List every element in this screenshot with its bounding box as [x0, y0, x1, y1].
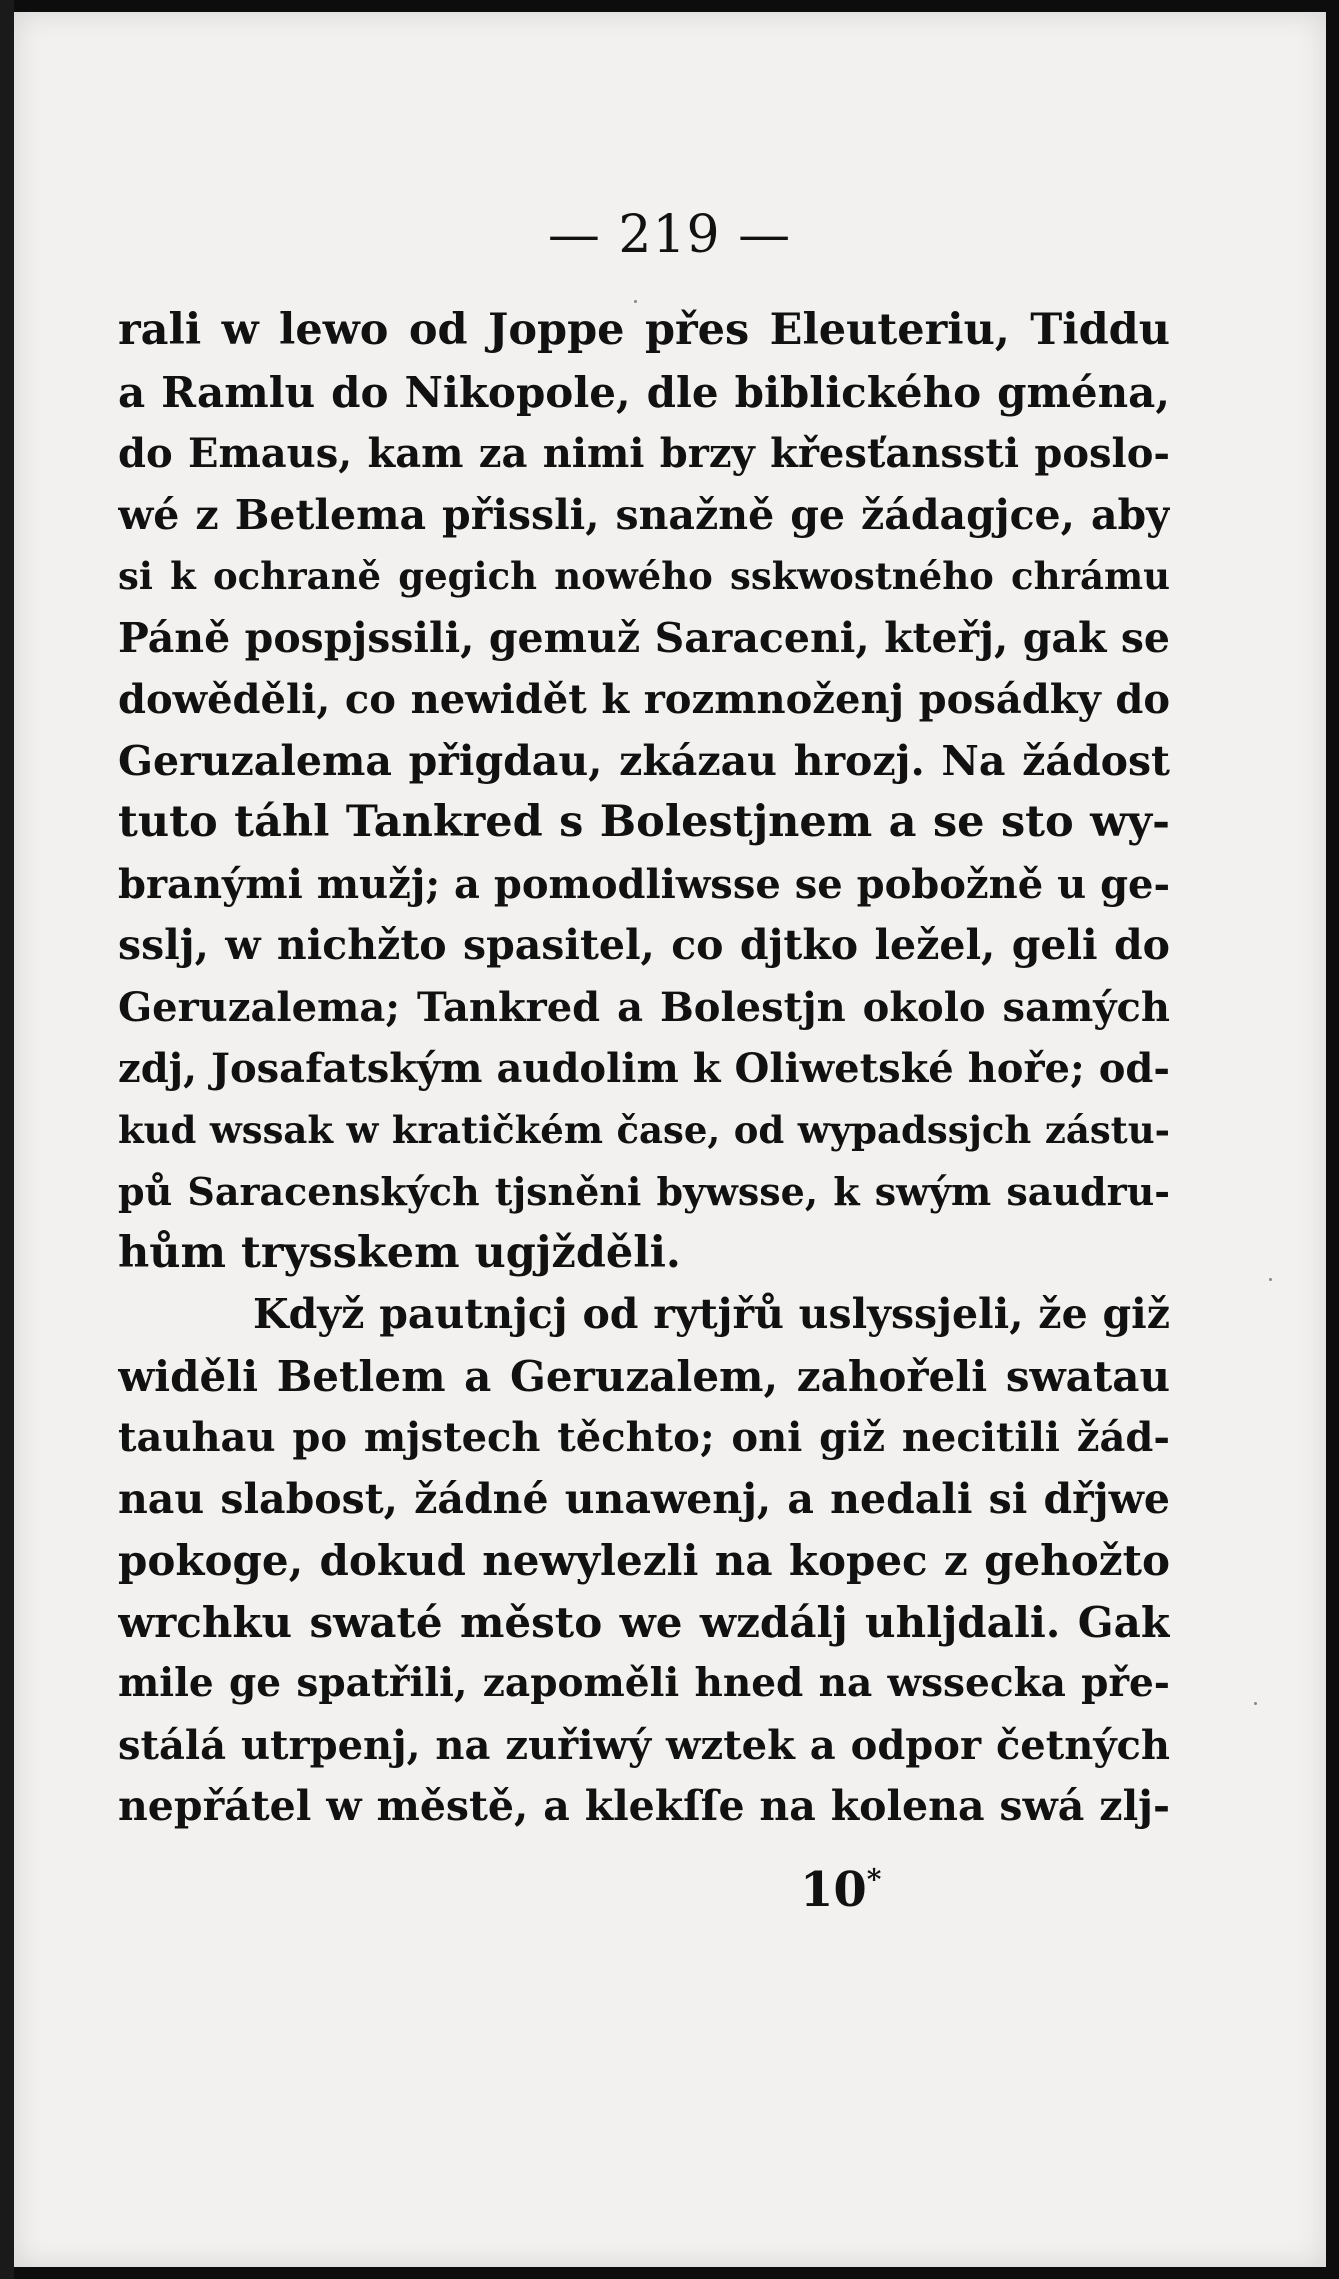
scan-binding-edge	[0, 0, 14, 2279]
text-line: wé z Betlema přissli, snažně ge žádagjce, aby	[118, 490, 1170, 539]
paragraph-end-line: hům trysskem ugjžděli.	[118, 1227, 681, 1278]
signature-mark	[800, 1862, 881, 1918]
signature-star: *	[866, 1863, 882, 1896]
text-line: Geruzalema; Tankred a Bolestjn okolo samých	[118, 983, 1170, 1031]
scan-speck	[1254, 1702, 1257, 1705]
body-text	[118, 300, 1170, 1838]
text-line: pokoge, dokud newylezli na kopec z gehožto	[118, 1536, 1170, 1585]
signature-number: 10	[800, 1862, 867, 1918]
text-line: stálá utrpenj, na zuřiwý wztek a odpor četných	[118, 1721, 1170, 1769]
text-line: tauhau po mjstech těchto; oni giž necitili žád-	[118, 1414, 1170, 1461]
text-line: Geruzalema přigdau, zkázau hrozj. Na žádost	[118, 736, 1170, 785]
text-line: zdj, Josafatským audolim k Oliwetské hoře; od-	[118, 1045, 1170, 1092]
text-line: nepřátel w městě, a klekſſe na kolena swá zlj-	[118, 1782, 1170, 1830]
text-line: nau slabost, žádné unawenj, a nedali si dřjwe	[118, 1474, 1170, 1523]
page-number: — 219 —	[547, 205, 792, 265]
text-line: mile ge spatřili, zapoměli hned na wssecka pře-	[118, 1660, 1170, 1706]
text-line: dowěděli, co newidět k rozmnoženj posádky do	[118, 676, 1170, 723]
text-line: wrchku swaté město we wzdálj uhljdali. Gak	[118, 1597, 1170, 1647]
text-line: Páně pospjssili, gemuž Saraceni, kteřj, gak se	[118, 613, 1170, 662]
text-line: rali w lewo od Joppe přes Eleuteriu, Tiddu	[118, 305, 1170, 355]
scan-speck	[1269, 1278, 1272, 1281]
text-line: branými mužj; a pomodliwsse se pobožně u ge-	[118, 860, 1170, 908]
text-line: si k ochraně gegich nowého sskwostného chrámu	[118, 554, 1170, 598]
text-line: sslj, w nichžto spasitel, co djtko ležel, geli do	[118, 921, 1170, 969]
paragraph-first-line: Když pautnjcj od rytjřů uslyssjeli, že giž	[253, 1290, 1170, 1338]
text-line: kud wssak w kratičkém čase, od wypadssjch zástu-	[118, 1107, 1170, 1152]
text-line: pů Saracenských tjsněni bywsse, k swým saudru-	[118, 1169, 1170, 1214]
text-line: widěli Betlem a Geruzalem, zahořeli swatau	[118, 1351, 1170, 1401]
text-line: a Ramlu do Nikopole, dle biblického gména,	[118, 367, 1170, 417]
text-line: do Emaus, kam za nimi brzy křesťanssti poslo-	[118, 430, 1170, 477]
text-line: tuto táhl Tankred s Bolestjnem a se sto wy-	[118, 797, 1170, 847]
